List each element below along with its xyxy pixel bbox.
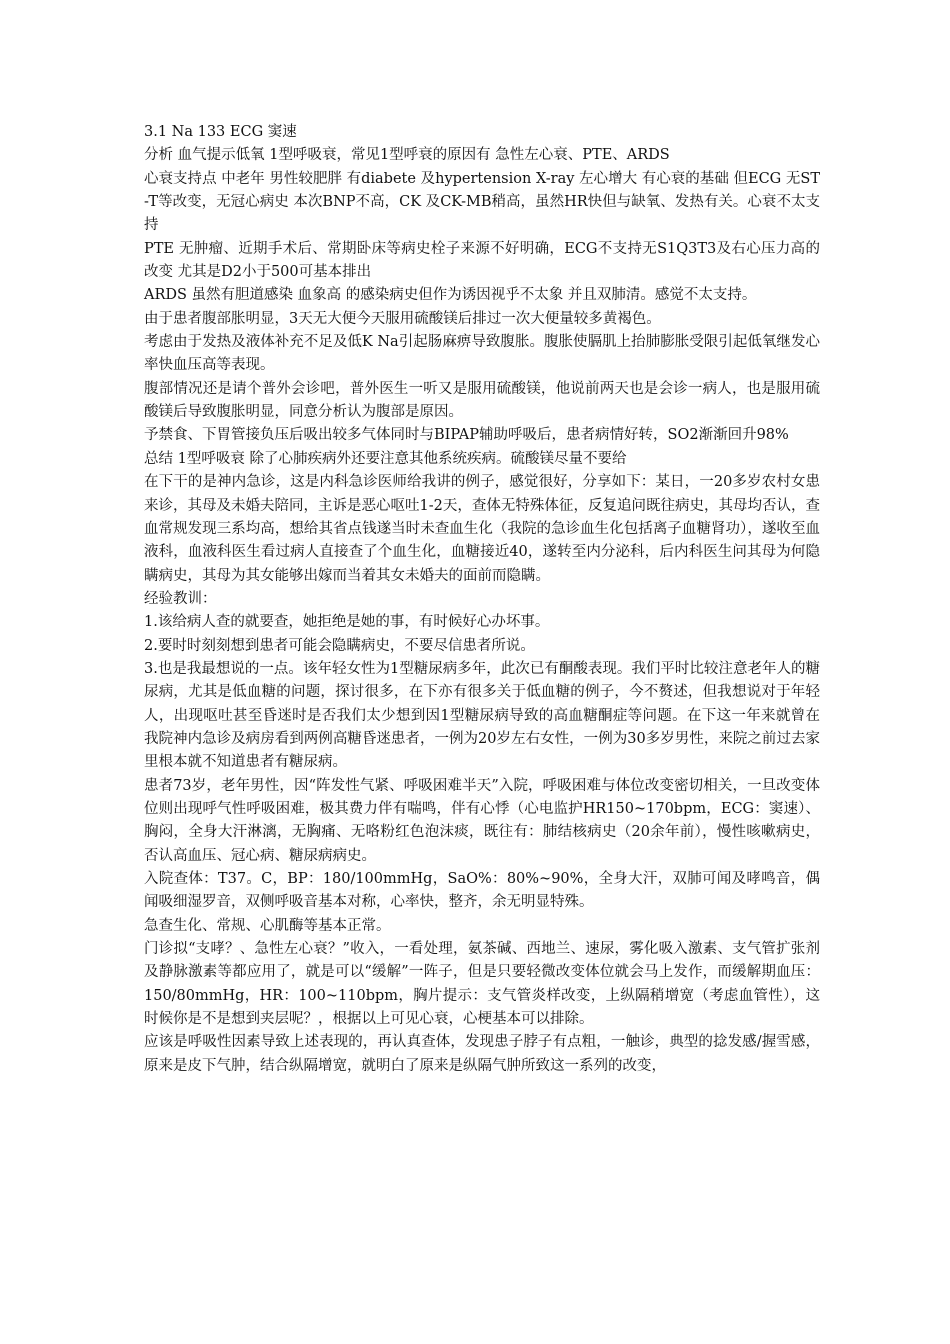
paragraph: 考虑由于发热及液体补充不足及低K Na引起肠麻痹导致腹胀。腹胀使膈肌上抬肺膨胀受限引起低氧继发心率快血压高等表现。 <box>144 334 820 374</box>
paragraph: 应该是呼吸性因素导致上述表现的，再认真查体，发现患子脖子有点粗，一触诊，典型的捻发感/握雪感，原来是皮下气肿，结合纵隔增宽，就明白了原来是纵隔气肿所致这一系列的改变， <box>144 1034 820 1074</box>
paragraph: 在下干的是神内急诊，这是内科急诊医师给我讲的例子，感觉很好，分享如下：某日，一20多岁农村女患来诊，其母及未婚夫陪同，主诉是恶心呕吐1-2天，查体无特殊体征，反复追问既往病史，其母均否认，查血常规发现三系均高，想给其省点钱遂当时未查血生化（我院的急诊血生化包括离子血糖肾功），遂收至血液科，血液科医生看过病人直接查了个血生化，血糖接近40，遂转至内分泌科，后内科医生问其母为何隐瞒病史，其母为其女能够出嫁而当着其女未婚夫的面前而隐瞒。 <box>144 474 820 584</box>
paragraph: 心衰支持点 中老年 男性较肥胖 有diabete 及hypertension X-ray 左心增大 有心衰的基础 但ECG 无ST-T等改变，无冠心病史 本次BNP不高，CK 及CK-MB稍高，虽然HR快但与缺氧、发热有关。心衰不太支持 <box>144 170 820 234</box>
paragraph: 2.要时时刻刻想到患者可能会隐瞒病史，不要尽信患者所说。 <box>144 637 535 654</box>
paragraph: 3.1 Na 133 ECG 窦速 <box>144 124 297 140</box>
paragraph: 腹部情况还是请个普外会诊吧，普外医生一听又是服用硫酸镁，他说前两天也是会诊一病人，也是服用硫酸镁后导致腹胀明显，同意分析认为腹部是原因。 <box>144 380 820 421</box>
paragraph: PTE 无肿瘤、近期手术后、常期卧床等病史栓子来源不好明确，ECG不支持无S1Q3T3及右心压力高的改变 尤其是D2小于500可基本排出 <box>144 240 820 281</box>
document-page <box>144 121 820 1078</box>
paragraph: 分析 血气提示低氧 1型呼吸衰，常见1型呼衰的原因有 急性左心衰、PTE、ARDS <box>144 147 670 164</box>
paragraph: 总结 1型呼吸衰 除了心肺疾病外还要注意其他系统疾病。硫酸镁尽量不要给 <box>144 450 627 467</box>
paragraph: 患者73岁，老年男性，因“阵发性气紧、呼吸困难半天”入院，呼吸困难与体位改变密切相关，一旦改变体位则出现呼气性呼吸困难，极其费力伴有喘鸣，伴有心悸（心电监护HR150~170bpm，ECG：窦速）、胸闷，全身大汗淋漓，无胸痛、无咯粉红色泡沫痰，既往有：肺结核病史（20余年前），慢性咳嗽病史，否认高血压、冠心病、糖尿病病史。 <box>144 777 820 864</box>
paragraph: ARDS 虽然有胆道感染 血象高 的感染病史但作为诱因视乎不太象 并且双肺清。感觉不太支持。 <box>144 287 757 304</box>
paragraph: 入院查体：T37。C，BP：180/100mmHg，SaO%：80%~90%，全身大汗，双肺可闻及哮鸣音，偶闻吸细湿罗音，双侧呼吸音基本对称，心率快，整齐，余无明显特殊。 <box>144 871 820 911</box>
paragraph: 门诊拟“支哮？、急性左心衰？”收入，一看处理，氨茶碱、西地兰、速尿，雾化吸入激素、支气管扩张剂及静脉激素等都应用了，就是可以“缓解”一阵子，但是只要轻微改变体位就会马上发作，而缓解期血压：150/80mmHg，HR：100~110bpm，胸片提示：支气管炎样改变，上纵隔稍增宽（考虑血管性），这时候你是不是想到夹层呢？，根据以上可见心衰，心梗基本可以排除。 <box>144 941 820 1028</box>
paragraph: 由于患者腹部胀明显，3天无大便今天服用硫酸镁后排过一次大便量较多黄褐色。 <box>144 310 661 327</box>
paragraph: 3.也是我最想说的一点。该年轻女性为1型糖尿病多年，此次已有酮酸表现。我们平时比较注意老年人的糖尿病，尤其是低血糖的问题，探讨很多，在下亦有很多关于低血糖的例子，今不赘述，但我想说对于年轻人，出现呕吐甚至昏迷时是否我们太少想到因1型糖尿病导致的高血糖酮症等问题。在下这一年来就曾在我院神内急诊及病房看到两例高糖昏迷患者，一例为20岁左右女性，一例为30多岁男性，来院之前过去家里根本就不知道患者有糖尿病。 <box>144 660 820 771</box>
paragraph: 经验教训： <box>144 590 217 607</box>
paragraph: 急查生化、常规、心肌酶等基本正常。 <box>144 917 391 934</box>
paragraph: 予禁食、下胃管接负压后吸出较多气体同时与BIPAP辅助呼吸后，患者病情好转，SO2渐渐回升98% <box>144 427 789 444</box>
paragraph: 1.该给病人查的就要查，她拒绝是她的事，有时候好心办坏事。 <box>144 614 550 631</box>
